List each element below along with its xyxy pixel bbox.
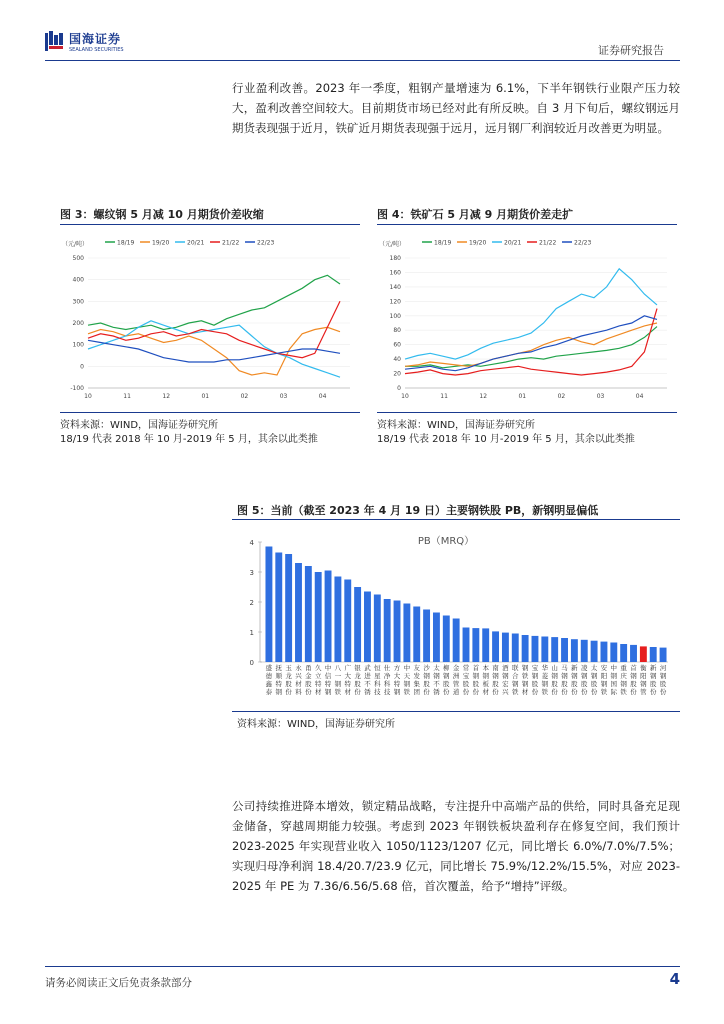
fig5-bar [482, 628, 489, 662]
fig4-chart [377, 230, 677, 410]
fig3-series-line-22-23 [88, 340, 340, 362]
fig5-bar [650, 647, 657, 662]
fig5-bar [541, 637, 548, 663]
fig5-bar [394, 601, 401, 663]
fig5-bar [354, 587, 361, 662]
fig4-legend-label: 21/22 [539, 239, 557, 247]
fig5-bar [640, 646, 647, 662]
fig5-bar [492, 631, 499, 662]
fig5-x-tick: 马钢股份 [561, 664, 568, 696]
fig4-y-tick: 180 [389, 255, 401, 262]
fig4-bottom-rule [377, 412, 677, 413]
fig3-source: 资料来源：WIND，国海证券研究所 [60, 420, 219, 431]
fig5-x-tick: 新钢股份 [571, 664, 578, 696]
fig5-x-tick: 友发集团 [413, 664, 420, 696]
fig4-title-rule [377, 224, 677, 225]
intro-paragraph: 行业盈利改善。2023 年一季度，粗钢产量增速为 6.1%，下半年钢铁行业限产压力较大，盈利改善空间较大。目前期货市场已经对此有所反映。自 3 月下旬后，螺纹钢远月期货表现强于近月，铁矿近月期货表现强于远月，远月钢厂利润较近月改善更为明显。 [232, 81, 680, 135]
fig5-chart [232, 522, 680, 708]
fig5-x-tick: 永兴材料 [295, 664, 302, 696]
fig3-legend-label: 19/20 [152, 239, 170, 247]
fig4-source: 资料来源：WIND，国海证券研究所 [377, 420, 536, 431]
fig5-bottom-rule [232, 711, 680, 712]
fig4-x-tick: 04 [635, 393, 644, 400]
fig5-x-tick: 八一钢铁 [334, 664, 342, 696]
fig5-bar [601, 642, 608, 662]
fig5-bar [334, 577, 341, 663]
fig5-bar [433, 613, 440, 663]
fig4-note: 18/19 代表 2018 年 10 月-2019 年 5 月，其余以此类推 [377, 434, 635, 445]
fig5-x-tick: 甬金股份 [305, 664, 312, 696]
fig5-bar [620, 644, 627, 662]
fig3-y-tick: 0 [80, 363, 84, 371]
fig4-x-tick: 12 [479, 393, 488, 400]
fig5-bar [551, 637, 558, 662]
fig5-bar [591, 641, 598, 662]
fig5-bar [502, 633, 509, 662]
sealand-logo-icon [45, 31, 65, 53]
footer-divider [45, 966, 680, 967]
fig5-x-tick: 恒星科技 [374, 664, 381, 696]
fig3-y-tick: 400 [72, 276, 84, 284]
fig5-title: 图 5：当前（截至 2023 年 4 月 19 日）主要钢铁股 PB，新钢明显偏低 [237, 504, 599, 517]
fig3-legend-label: 18/19 [117, 239, 135, 247]
fig5-x-tick: 广大特材 [344, 664, 352, 696]
fig5-bar [423, 610, 430, 663]
fig5-x-tick: 钢铁钢材 [521, 664, 529, 696]
fig3-y-unit: （元/吨） [62, 241, 89, 248]
fig5-bar [610, 643, 617, 663]
fig5-bar [384, 599, 391, 662]
fig5-bar [305, 566, 312, 662]
fig3-x-tick: 11 [123, 393, 131, 400]
fig3-legend-label: 21/22 [222, 239, 240, 247]
fig5-bar [630, 645, 637, 662]
fig5-x-tick: 柳钢股份 [443, 664, 450, 696]
fig5-x-tick: 河钢股份 [659, 664, 667, 696]
company-logo [45, 30, 124, 53]
fig3-legend-label: 20/21 [187, 239, 205, 247]
fig4-y-tick: 120 [389, 298, 401, 306]
fig5-y-tick: 3 [249, 569, 254, 577]
fig5-x-tick: 宝钢股份 [531, 664, 539, 696]
fig5-bar [325, 571, 332, 663]
fig5-x-tick: 方大特钢 [393, 664, 401, 696]
fig5-x-tick: 联合钢铁 [512, 664, 519, 696]
fig5-x-tick: 银龙股份 [354, 664, 361, 696]
fig5-bar [413, 607, 420, 663]
fig5-bar [472, 628, 479, 662]
fig5-title-rule [232, 519, 680, 520]
fig5-x-tick: 山钢股份 [551, 664, 558, 696]
fig5-x-tick: 沙钢股份 [423, 664, 430, 696]
fig5-bar [265, 547, 272, 663]
fig5-bar [522, 635, 529, 662]
fig5-x-tick: 盛德鑫泰 [265, 664, 273, 696]
fig3-chart [60, 230, 360, 410]
fig4-x-tick: 10 [401, 393, 409, 400]
fig4-y-tick: 160 [389, 269, 401, 277]
fig4-y-tick: 140 [389, 283, 401, 291]
fig3-x-tick: 04 [318, 393, 327, 400]
fig4-legend-label: 20/21 [504, 239, 522, 247]
fig5-x-tick: 中信特钢 [324, 664, 332, 696]
fig3-legend-label: 22/23 [257, 239, 275, 247]
fig4-series-line-20-21 [405, 269, 657, 359]
fig5-source: 资料来源：WIND，国海证券研究所 [237, 719, 396, 730]
fig5-x-tick: 太钢不锈 [433, 664, 440, 696]
fig5-bar [571, 639, 578, 662]
fig5-bar [532, 636, 539, 662]
fig5-x-tick: 中钢国际 [610, 664, 618, 696]
fig5-x-tick: 仕净科技 [383, 664, 391, 696]
fig3-y-tick: 300 [72, 298, 84, 306]
fig3-note: 18/19 代表 2018 年 10 月-2019 年 5 月，其余以此类推 [60, 434, 318, 445]
fig4-x-tick: 11 [440, 393, 448, 400]
fig3-bottom-rule [60, 412, 360, 413]
fig5-bar [315, 572, 322, 662]
fig5-bar [443, 616, 450, 663]
fig5-y-tick: 4 [249, 539, 254, 547]
logo-name: 国海证券 [69, 32, 122, 46]
fig4-legend-label: 18/19 [434, 239, 452, 247]
fig4-y-tick: 0 [397, 385, 401, 392]
footer-disclaimer: 请务必阅读正文后免责条款部分 [45, 977, 192, 989]
fig5-bar [403, 604, 410, 663]
fig5-x-tick: 太钢股份 [590, 664, 598, 696]
fig4-series-line-22-23 [405, 316, 657, 371]
fig4-legend-label: 19/20 [469, 239, 487, 247]
fig5-y-tick: 1 [249, 629, 254, 637]
fig4-title: 图 4：铁矿石 5 月减 9 月期货价差走扩 [377, 208, 574, 221]
fig5-x-tick: 酒钢宏兴 [502, 664, 509, 696]
fig5-bar [561, 638, 568, 662]
header-divider [45, 60, 680, 61]
report-type: 证券研究报告 [598, 44, 664, 57]
fig5-bar [453, 619, 460, 663]
fig5-x-tick: 常宝股份 [462, 664, 470, 696]
fig5-bar [275, 553, 282, 663]
fig5-x-tick: 新钢股份 [649, 664, 657, 696]
fig5-x-tick: 南钢股份 [492, 664, 499, 696]
fig3-y-tick: 100 [72, 341, 84, 349]
fig4-legend-label: 22/23 [574, 239, 592, 247]
fig5-bar [581, 640, 588, 662]
fig5-x-tick: 首钢股份 [630, 664, 637, 696]
fig3-x-tick: 02 [240, 393, 249, 400]
fig4-y-tick: 80 [393, 327, 401, 335]
fig5-x-tick: 抚顺特钢 [275, 664, 283, 696]
fig5-x-tick: 金洲管道 [452, 664, 460, 696]
fig5-x-tick: 首钢股份 [472, 664, 480, 696]
fig3-series-line-19-20 [88, 327, 340, 375]
fig3-x-tick: 10 [84, 393, 92, 400]
fig4-y-tick: 20 [393, 370, 401, 378]
fig4-x-tick: 01 [518, 393, 527, 400]
fig4-y-tick: 100 [389, 312, 401, 320]
fig3-x-tick: 01 [201, 393, 210, 400]
fig5-bar [364, 592, 371, 663]
fig5-x-tick: 重庆钢铁 [620, 664, 627, 696]
fig3-x-tick: 03 [279, 393, 288, 400]
fig5-chart-title: PB（MRQ） [417, 536, 475, 547]
fig3-series-line-18-19 [88, 275, 340, 329]
fig5-bar [295, 563, 302, 662]
fig5-x-tick: 本钢板材 [482, 664, 489, 696]
fig5-x-tick: 久立特材 [314, 664, 322, 696]
fig5-bar [285, 554, 292, 662]
closing-paragraph: 公司持续推进降本增效，锁定精品战略，专注提升中高端产品的供给，同时具备充足现金储备，穿越周期能力较强。考虑到 2023 年钢铁板块盈利存在修复空间，我们预计 2023-2025 年实现营业收入 1050/1123/1207 亿元，同比增长 6.0%/7.0%/7.5%；实现归母净利润 18.4/20.7/23.9 亿元，同比增长 75.9%/12.2%/15.5%，对应 2023-2025 年 PE 为 7.36/6.56/5.68 倍，首次覆盖，给予“增持”评级。 [232, 799, 680, 893]
fig5-bar [512, 634, 519, 663]
fig3-title-rule [60, 224, 360, 225]
fig5-bar [344, 580, 351, 663]
fig5-bar [660, 648, 667, 662]
fig3-x-tick: 12 [162, 393, 171, 400]
fig5-x-tick: 凌钢股份 [580, 664, 588, 696]
fig5-x-tick: 衡阳钢管 [640, 664, 647, 696]
fig5-y-tick: 0 [249, 659, 254, 667]
fig5-y-tick: 2 [249, 599, 254, 607]
fig3-y-tick: 200 [72, 320, 84, 327]
page-number: 4 [669, 970, 680, 988]
fig3-title: 图 3：螺纹钢 5 月减 10 月期货价差收缩 [60, 208, 264, 221]
fig4-y-tick: 60 [393, 341, 401, 349]
fig3-y-tick: -100 [70, 385, 84, 392]
fig5-x-tick: 武进不锈 [364, 664, 371, 696]
fig4-x-tick: 03 [596, 393, 605, 400]
fig5-bar [374, 595, 381, 663]
fig4-y-tick: 40 [393, 356, 401, 364]
fig4-y-unit: （元/吨） [379, 241, 406, 248]
fig5-bar [463, 628, 470, 663]
fig5-x-tick: 玉龙股份 [285, 664, 292, 696]
fig4-series-line-21-22 [405, 309, 657, 375]
fig5-x-tick: 中天钢铁 [403, 664, 411, 696]
logo-english: SEALAND SECURITIES [69, 47, 124, 53]
fig5-x-tick: 安阳钢铁 [600, 664, 608, 696]
fig5-x-tick: 华菱钢铁 [541, 664, 549, 696]
fig3-y-tick: 500 [72, 255, 84, 262]
fig4-x-tick: 02 [557, 393, 566, 400]
